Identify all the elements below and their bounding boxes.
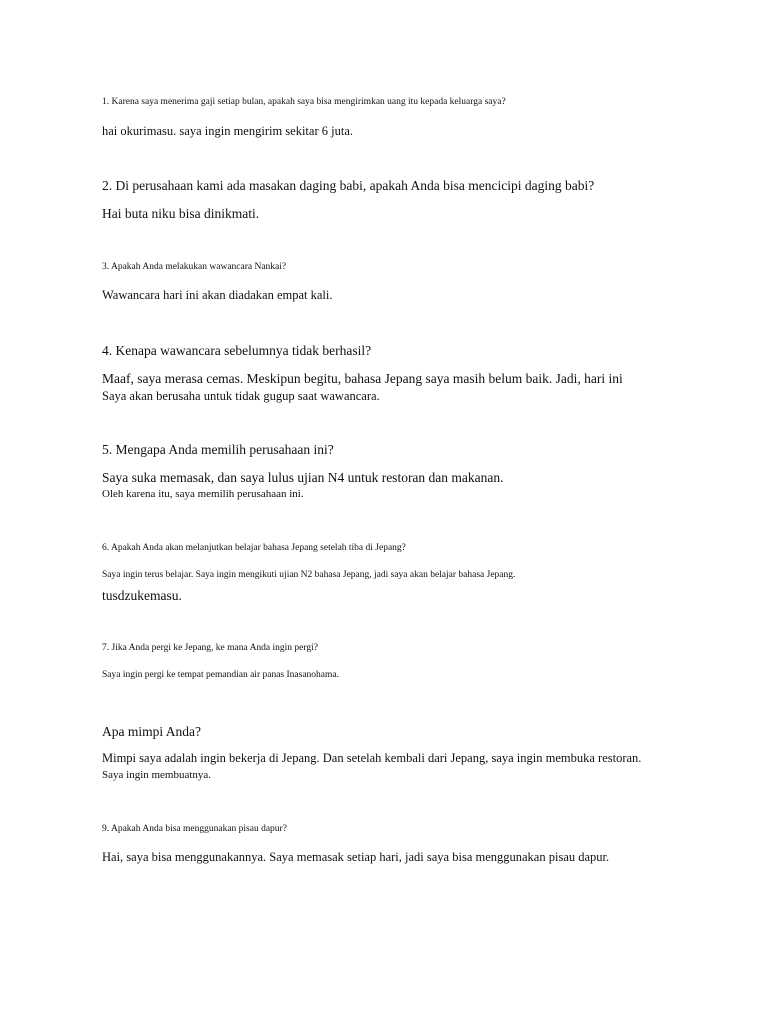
question-9: 9. Apakah Anda bisa menggunakan pisau dapur? xyxy=(102,824,287,834)
question-2: 2. Di perusahaan kami ada masakan daging babi, apakah Anda bisa mencicipi daging babi? xyxy=(102,178,595,193)
answer-6-line-2: tusdzukemasu. xyxy=(102,588,182,603)
answer-8-line-1: Mimpi saya adalah ingin bekerja di Jepang. Dan setelah kembali dari Jepang, saya ingin membuka restoran. xyxy=(102,751,642,765)
answer-2-line-1: Hai buta niku bisa dinikmati. xyxy=(102,206,260,221)
answer-7-line-1: Saya ingin pergi ke tempat pemandian air panas Inasanohama. xyxy=(102,670,339,680)
answer-5-line-1: Saya suka memasak, dan saya lulus ujian N4 untuk restoran dan makanan. xyxy=(102,470,504,485)
answer-8-line-2: Saya ingin membuatnya. xyxy=(102,769,212,781)
answer-6-line-1: Saya ingin terus belajar. Saya ingin mengikuti ujian N2 bahasa Jepang, jadi saya akan belajar bahasa Jepang. xyxy=(102,570,516,580)
answer-9-line-1: Hai, saya bisa menggunakannya. Saya memasak setiap hari, jadi saya bisa menggunakan pisau dapur. xyxy=(102,850,610,864)
question-5: 5. Mengapa Anda memilih perusahaan ini? xyxy=(102,442,334,457)
question-7: 7. Jika Anda pergi ke Jepang, ke mana Anda ingin pergi? xyxy=(102,643,318,653)
answer-4-line-2: Saya akan berusaha untuk tidak gugup saat wawancara. xyxy=(102,389,380,403)
answer-5-line-2: Oleh karena itu, saya memilih perusahaan ini. xyxy=(102,488,304,500)
answer-3-line-1: Wawancara hari ini akan diadakan empat kali. xyxy=(102,288,333,302)
answer-1-line-1: hai okurimasu. saya ingin mengirim sekitar 6 juta. xyxy=(102,124,353,138)
question-6: 6. Apakah Anda akan melanjutkan belajar bahasa Jepang setelah tiba di Jepang? xyxy=(102,543,406,553)
question-4: 4. Kenapa wawancara sebelumnya tidak berhasil? xyxy=(102,343,372,358)
question-8: Apa mimpi Anda? xyxy=(102,724,201,739)
question-3: 3. Apakah Anda melakukan wawancara Nankai? xyxy=(102,262,287,272)
answer-4-line-1: Maaf, saya merasa cemas. Meskipun begitu, bahasa Jepang saya masih belum baik. Jadi, hari ini xyxy=(102,371,623,386)
question-1: 1. Karena saya menerima gaji setiap bulan, apakah saya bisa mengirimkan uang itu kepada keluarga saya? xyxy=(102,97,506,107)
